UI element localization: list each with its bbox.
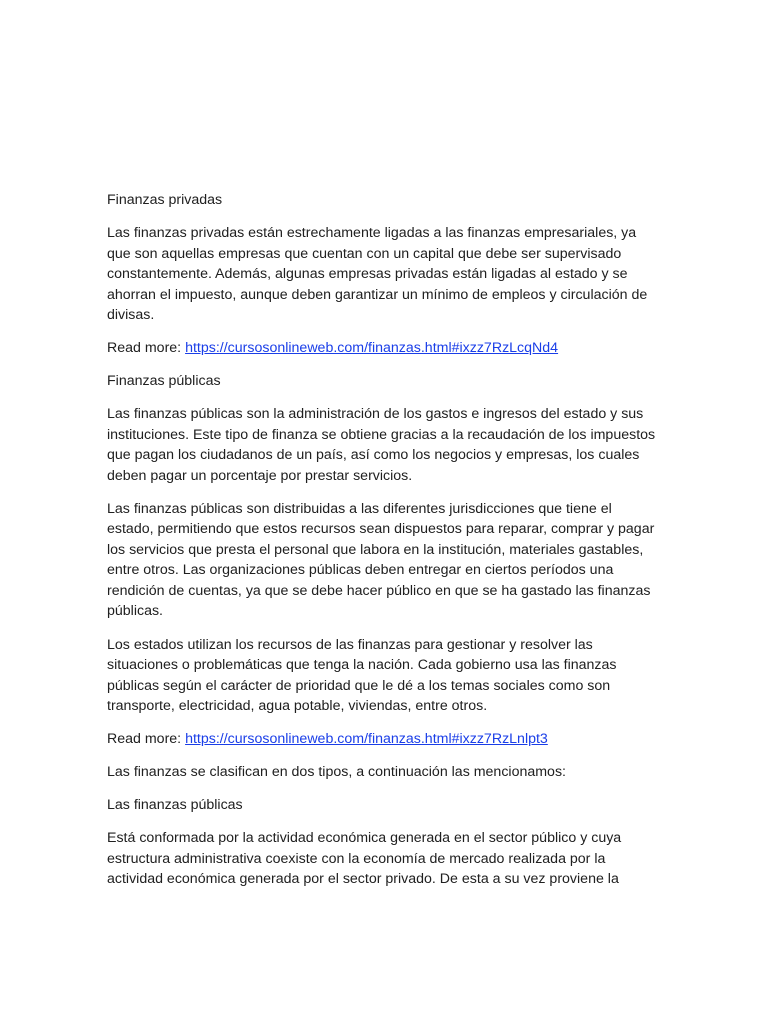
- read-more-line-2: [107, 729, 659, 750]
- paragraph-finanzas-privadas: Las finanzas privadas están estrechamente ligadas a las finanzas empresariales, ya que son aquellas empresas que cuentan con un capital que debe ser supervisado constantemente. Además, algunas empresas privadas están ligadas al estado y se ahorran el impuesto, aunque deben garantizar un mínimo de empleos y circulación de divisas.: [107, 225, 648, 324]
- paragraph-finanzas-publicas-distribucion: Las finanzas públicas son distribuidas a las diferentes jurisdicciones que tiene el estado, permitiendo que estos recursos sean dispuestos para reparar, comprar y pagar los servicios que presta el personal que labora en la institución, materiales gastables, entre otros. Las organizaciones públicas deben entregar en ciertos períodos una rendición de cuentas, ya que se debe hacer público en que se ha gastado las finanzas públicas.: [107, 500, 655, 620]
- read-more-label: Read more:: [107, 731, 186, 748]
- section-heading-finanzas-privadas: Finanzas privadas: [107, 192, 223, 208]
- paragraph-finanzas-publicas-definicion: Las finanzas públicas son la administración de los gastos e ingresos del estado y sus instituciones. Este tipo de finanza se obtiene gracias a la recaudación de los impuestos que pagan los ciudadanos de un país, así como los negocios y empresas, los cuales deben pagar un porcentaje por prestar servicios.: [107, 406, 656, 484]
- section-heading-finanzas-publicas: Finanzas públicas: [107, 373, 221, 390]
- read-more-link-2[interactable]: https://cursosonlineweb.com/finanzas.html#ixzz7RzLnlpt3: [185, 731, 548, 748]
- read-more-line-1: [107, 338, 659, 359]
- paragraph-sector-publico: Está conformada por la actividad económica generada en el sector público y cuya estructura administrativa coexiste con la economía de mercado realizada por la actividad económica generada por el sector privado. De esta a su vez proviene la: [107, 830, 622, 888]
- paragraph-finanzas-publicas-uso: Los estados utilizan los recursos de las finanzas para gestionar y resolver las situaciones o problemáticas que tenga la nación. Cada gobierno usa las finanzas públicas según el carácter de prioridad que le dé a los temas sociales como son transporte, electricidad, agua potable, viviendas, entre otros.: [107, 636, 617, 715]
- read-more-label: Read more:: [107, 340, 186, 357]
- document-body: [107, 190, 659, 903]
- read-more-link-1[interactable]: https://cursosonlineweb.com/finanzas.html#ixzz7RzLcqNd4: [185, 340, 559, 357]
- paragraph-clasificacion: Las finanzas se clasifican en dos tipos, a continuación las mencionamos:: [107, 764, 566, 781]
- section-heading-las-finanzas-publicas: Las finanzas públicas: [107, 797, 243, 814]
